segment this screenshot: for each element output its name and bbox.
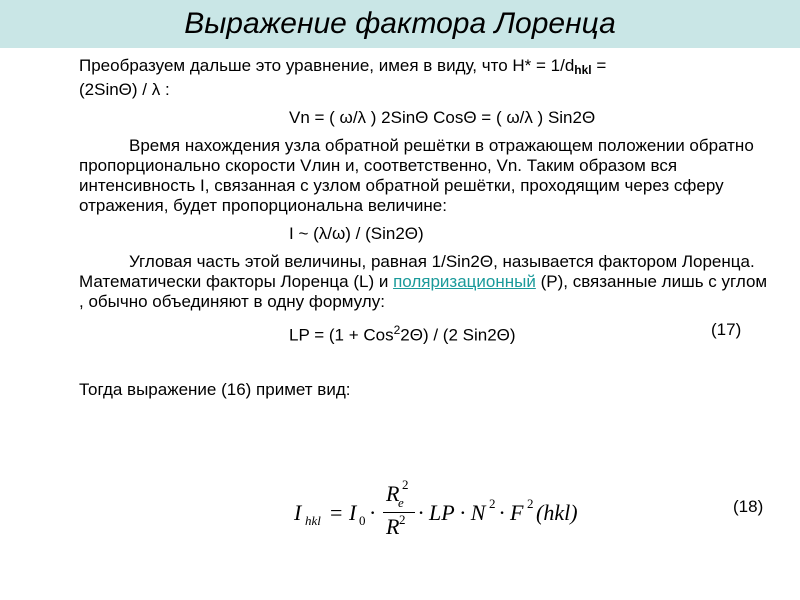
eq18-R: R: [386, 514, 400, 539]
eq18-rest3: (hkl): [536, 500, 578, 525]
formula-lp-b: 2Θ) / (2 Sin2Θ): [400, 325, 516, 345]
eq18-two4: 2: [527, 496, 534, 511]
intro-subscript: hkl: [574, 63, 592, 77]
intro-fraction: (2SinΘ) / λ :: [79, 80, 170, 99]
formula-lp-sup: 2: [393, 323, 401, 337]
eq18-equals: =: [330, 500, 343, 525]
intro-eq: =: [591, 56, 607, 75]
eq18-zero: 0: [359, 513, 366, 528]
eq18-two1: 2: [402, 477, 409, 492]
eq18-e: e: [398, 495, 404, 510]
intro-text: Преобразуем дальше это уравнение, имея в виду, что H* = 1/d: [79, 56, 575, 75]
paragraph-time: Время нахождения узла обратной решётки в отражающем положении обратно пропорционально скорости Vлин и, соответственно, Vn. Таким образом вся интенсивность I, связанная с узлом обратной решётки, проходящим через сферу отражения, будет пропорциональна величине:: [79, 136, 754, 215]
formula-lp: [289, 320, 769, 346]
formula-vn: Vn = ( ω/λ ) 2SinΘ CosΘ = ( ω/λ ) Sin2Θ: [289, 108, 596, 127]
lorentz-text-before: Угловая часть этой величины, равная 1/Sin2Θ, называется фактором Лоренца. Математически факторы Лоренца (L) и: [79, 252, 755, 291]
eq18-two2: 2: [399, 512, 406, 527]
equation-number-17: (17): [711, 320, 742, 339]
eq18-rest2: · F: [499, 500, 524, 525]
eq18-I: I: [294, 500, 302, 525]
lorentz-text-after: (P), связанные лишь с углом , обычно объединяют в одну формулу:: [79, 272, 768, 311]
eq18-two3: 2: [489, 496, 496, 511]
eq18-rest1: · LP · N: [418, 500, 486, 525]
slide-title: Выражение фактора Лоренца: [184, 7, 616, 40]
slide-body: [79, 56, 769, 400]
formula-intensity: I ~ (λ/ω) / (Sin2Θ): [289, 224, 424, 243]
eq18-Re: R: [386, 481, 400, 506]
equation-number-18: (18): [733, 497, 764, 516]
polarization-link[interactable]: поляризационный: [393, 272, 536, 291]
eq18-hkl: hkl: [305, 513, 321, 528]
eq18-dot1: ·: [369, 500, 377, 525]
eq18-I0: I: [349, 500, 357, 525]
formula-lp-a: LP = (1 + Cos: [289, 325, 394, 345]
paragraph-then: Тогда выражение (16) примет вид:: [79, 379, 351, 399]
paragraph-intro: [79, 56, 769, 100]
paragraph-lorentz: [79, 252, 769, 312]
